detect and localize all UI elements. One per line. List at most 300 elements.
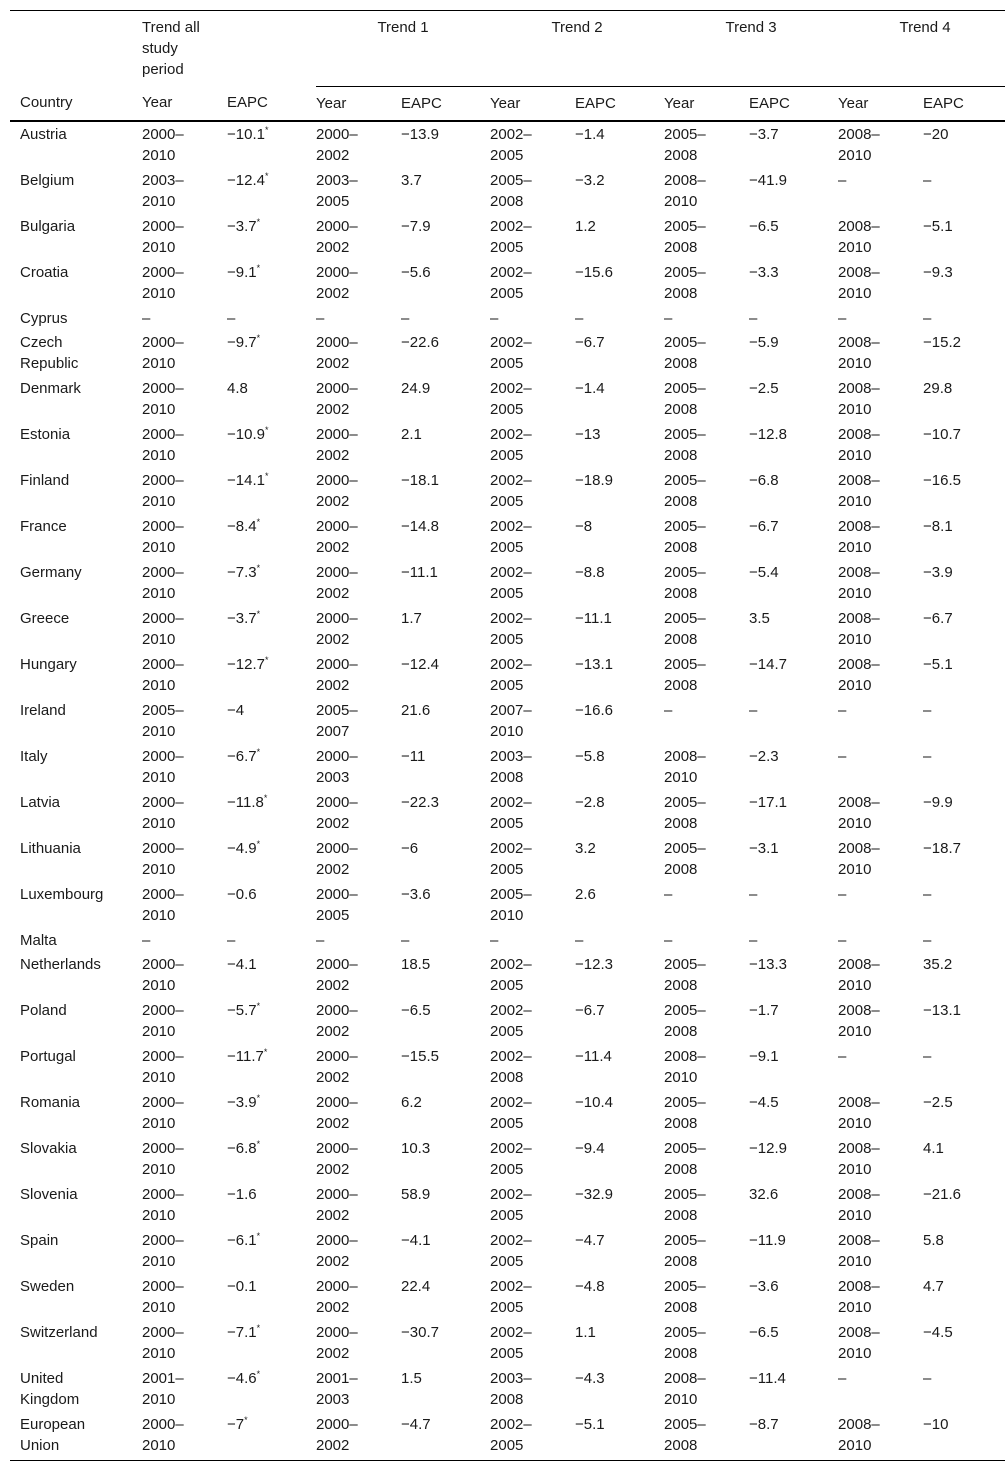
- trend1-year-cell: [316, 468, 401, 514]
- trend1-eapc-value: 3.7: [401, 171, 422, 189]
- country-value: European Union: [20, 1415, 86, 1454]
- trend1-year-cell: [316, 698, 401, 744]
- trend1-eapc-value: 1.7: [401, 609, 422, 627]
- country-cell: [10, 560, 142, 606]
- trend3-eapc-value: −1.7: [749, 1001, 779, 1019]
- trend1-year-value: 2000– 2002: [316, 793, 358, 832]
- trend2-eapc-value: −11.4: [575, 1047, 612, 1065]
- significance-marker: *: [264, 170, 269, 181]
- trend4-year-cell: [838, 952, 923, 998]
- trend4-year-cell: [838, 260, 923, 306]
- trend4-eapc-cell: [923, 1274, 1005, 1320]
- trend4-eapc-cell: [923, 422, 1005, 468]
- trend1-eapc-value: 6.2: [401, 1093, 422, 1111]
- trend1-year-cell: [316, 652, 401, 698]
- trend4-year-cell: [838, 928, 923, 952]
- trend2-year-value: 2005– 2008: [490, 171, 532, 210]
- trend3-eapc-cell: [749, 560, 838, 606]
- trend-all-eapc-cell: [227, 928, 316, 952]
- trend-all-year-cell: [142, 1320, 227, 1366]
- trend1-eapc-value: −11: [401, 747, 426, 765]
- trend3-eapc-cell: [749, 1044, 838, 1090]
- trend3-year-value: 2005– 2008: [664, 263, 706, 302]
- trend2-year-cell: [490, 422, 575, 468]
- trend4-year-cell: [838, 882, 923, 928]
- trend1-year-value: 2005– 2007: [316, 701, 358, 740]
- trend-all-year-cell: [142, 606, 227, 652]
- trend2-eapc-value: −12.3: [575, 955, 613, 973]
- trend4-eapc-cell: [923, 652, 1005, 698]
- trend-all-year-cell: [142, 1044, 227, 1090]
- trend4-year-cell: [838, 214, 923, 260]
- trend1-year-cell: [316, 1182, 401, 1228]
- country-cell: [10, 468, 142, 514]
- trend2-year-cell: [490, 560, 575, 606]
- trend2-eapc-cell: [575, 836, 664, 882]
- country-cell: [10, 1366, 142, 1412]
- trend3-eapc-cell: [749, 1274, 838, 1320]
- trend2-eapc-cell: [575, 260, 664, 306]
- trend3-year-cell: [664, 1320, 749, 1366]
- trend2-eapc-cell: [575, 1366, 664, 1412]
- trend4-year-cell: [838, 998, 923, 1044]
- trend3-year-cell: [664, 836, 749, 882]
- trend-all-year-value: –: [142, 309, 151, 327]
- table-row: [10, 214, 1005, 260]
- trend1-year-cell: [316, 606, 401, 652]
- table-row: [10, 1320, 1005, 1366]
- trend-all-eapc-value: −11.7: [227, 1047, 264, 1065]
- trend4-year-cell: [838, 376, 923, 422]
- trend4-eapc-cell: [923, 306, 1005, 330]
- trend1-year-cell: [316, 1090, 401, 1136]
- trend1-year-cell: [316, 1274, 401, 1320]
- trend3-year-value: 2005– 2008: [664, 1185, 706, 1224]
- header-t3-year: Year: [664, 86, 749, 121]
- trend1-year-cell: [316, 376, 401, 422]
- trend3-eapc-value: −6.8: [749, 471, 779, 489]
- trend2-year-cell: [490, 836, 575, 882]
- country-value: Romania: [20, 1093, 81, 1111]
- trend1-year-cell: [316, 514, 401, 560]
- trend-all-eapc-cell: [227, 998, 316, 1044]
- trend2-year-value: 2002– 2005: [490, 217, 532, 256]
- header-t2-year: Year: [490, 86, 575, 121]
- trend-all-eapc-value: −10.9: [227, 425, 265, 443]
- trend-all-eapc-cell: [227, 1366, 316, 1412]
- trend1-eapc-value: −18.1: [401, 471, 439, 489]
- significance-marker: *: [256, 608, 261, 619]
- trend2-year-value: 2002– 2005: [490, 1093, 532, 1132]
- trend-all-year-cell: [142, 836, 227, 882]
- country-cell: [10, 1182, 142, 1228]
- trend1-eapc-cell: [401, 882, 490, 928]
- trend4-eapc-value: –: [923, 1047, 932, 1065]
- table-row: [10, 1228, 1005, 1274]
- trend1-eapc-cell: [401, 1274, 490, 1320]
- country-cell: [10, 514, 142, 560]
- trend4-eapc-value: −9.9: [923, 793, 953, 811]
- table-row: [10, 422, 1005, 468]
- trend4-eapc-cell: [923, 1136, 1005, 1182]
- trend3-eapc-cell: [749, 468, 838, 514]
- trend3-year-value: 2005– 2008: [664, 793, 706, 832]
- trend3-year-value: 2005– 2008: [664, 517, 706, 556]
- trend-all-year-cell: [142, 214, 227, 260]
- trend2-eapc-value: −9.4: [575, 1139, 605, 1157]
- trend4-year-value: 2008– 2010: [838, 1139, 880, 1178]
- country-cell: [10, 1090, 142, 1136]
- trend3-eapc-value: 3.5: [749, 609, 770, 627]
- trend-all-eapc-cell: [227, 330, 316, 376]
- header-t4-year: Year: [838, 86, 923, 121]
- trend2-eapc-cell: [575, 422, 664, 468]
- trend2-year-value: 2002– 2005: [490, 263, 532, 302]
- country-cell: [10, 652, 142, 698]
- trend3-eapc-cell: [749, 330, 838, 376]
- trend2-eapc-cell: [575, 1090, 664, 1136]
- trend1-eapc-value: 10.3: [401, 1139, 431, 1157]
- trend3-eapc-value: −9.1: [749, 1047, 779, 1065]
- trend3-year-value: –: [664, 931, 673, 949]
- trend1-eapc-cell: [401, 422, 490, 468]
- trend1-eapc-value: −7.9: [401, 217, 431, 235]
- table-row: [10, 514, 1005, 560]
- trend4-eapc-value: −5.1: [923, 655, 953, 673]
- trend3-year-value: 2005– 2008: [664, 955, 706, 994]
- trend1-year-cell: [316, 306, 401, 330]
- trend4-year-value: 2008– 2010: [838, 839, 880, 878]
- trend-all-year-value: 2000– 2010: [142, 1415, 184, 1454]
- trend-all-year-cell: [142, 306, 227, 330]
- trend4-eapc-value: –: [923, 747, 932, 765]
- trend1-year-value: 2000– 2002: [316, 517, 358, 556]
- trend-all-eapc-value: –: [227, 309, 236, 327]
- country-cell: [10, 882, 142, 928]
- trend3-eapc-value: −5.4: [749, 563, 779, 581]
- country-value: Slovakia: [20, 1139, 77, 1157]
- trend1-year-cell: [316, 744, 401, 790]
- trend1-eapc-cell: [401, 1320, 490, 1366]
- trend-all-eapc-value: −7.1: [227, 1323, 257, 1341]
- country-cell: [10, 1412, 142, 1461]
- trend2-year-cell: [490, 168, 575, 214]
- trend4-eapc-value: –: [923, 171, 932, 189]
- trend1-eapc-cell: [401, 790, 490, 836]
- trend4-year-cell: [838, 468, 923, 514]
- trend3-year-cell: [664, 1136, 749, 1182]
- country-value: Netherlands: [20, 955, 101, 973]
- trend3-year-cell: [664, 214, 749, 260]
- trend-all-eapc-cell: [227, 836, 316, 882]
- trend3-year-cell: [664, 376, 749, 422]
- table-row: [10, 306, 1005, 330]
- country-value: United Kingdom: [20, 1369, 80, 1408]
- trend-all-eapc-value: −6.8: [227, 1139, 257, 1157]
- trend4-year-value: 2008– 2010: [838, 1415, 880, 1454]
- trend-all-year-cell: [142, 1412, 227, 1461]
- country-value: Lithuania: [20, 839, 81, 857]
- significance-marker: *: [256, 1138, 261, 1149]
- trend-all-eapc-value: −9.7: [227, 333, 257, 351]
- trend1-year-cell: [316, 1044, 401, 1090]
- trend3-year-cell: [664, 1366, 749, 1412]
- trend3-year-value: 2005– 2008: [664, 471, 706, 510]
- trend-all-eapc-cell: [227, 606, 316, 652]
- trend2-eapc-value: −6.7: [575, 1001, 605, 1019]
- table-row: [10, 1136, 1005, 1182]
- trend1-eapc-cell: [401, 1412, 490, 1461]
- trend4-year-value: 2008– 2010: [838, 333, 880, 372]
- trend-all-year-cell: [142, 1274, 227, 1320]
- trend2-year-cell: [490, 330, 575, 376]
- trend-all-eapc-value: −3.9: [227, 1093, 257, 1111]
- trend1-eapc-value: −22.6: [401, 333, 439, 351]
- trend3-year-cell: [664, 790, 749, 836]
- country-value: Hungary: [20, 655, 77, 673]
- trend2-year-cell: [490, 468, 575, 514]
- trend1-year-cell: [316, 1228, 401, 1274]
- trend-all-eapc-value: −0.1: [227, 1277, 257, 1295]
- trend2-year-cell: [490, 376, 575, 422]
- trend4-eapc-cell: [923, 698, 1005, 744]
- trend4-eapc-cell: [923, 998, 1005, 1044]
- trend1-eapc-cell: [401, 698, 490, 744]
- trend3-eapc-value: –: [749, 931, 758, 949]
- trend4-year-cell: [838, 1228, 923, 1274]
- trend2-year-cell: [490, 882, 575, 928]
- trend-all-year-cell: [142, 330, 227, 376]
- trend3-year-cell: [664, 998, 749, 1044]
- trend1-eapc-value: 24.9: [401, 379, 431, 397]
- table-row: [10, 330, 1005, 376]
- significance-marker: *: [264, 124, 269, 135]
- table-row: [10, 882, 1005, 928]
- trend-all-year-cell: [142, 376, 227, 422]
- trend2-eapc-cell: [575, 1320, 664, 1366]
- trend3-eapc-cell: [749, 952, 838, 998]
- trend3-eapc-value: −41.9: [749, 171, 787, 189]
- table-body: [10, 121, 1005, 1461]
- significance-marker: *: [263, 1046, 268, 1057]
- trend1-eapc-cell: [401, 214, 490, 260]
- trend-all-eapc-cell: [227, 790, 316, 836]
- trend-all-year-cell: [142, 560, 227, 606]
- trend4-eapc-cell: [923, 214, 1005, 260]
- trend3-eapc-cell: [749, 790, 838, 836]
- header-t3-eapc: EAPC: [749, 86, 838, 121]
- table-row: [10, 1366, 1005, 1412]
- trend2-eapc-value: 2.6: [575, 885, 596, 903]
- trend3-year-cell: [664, 260, 749, 306]
- trend1-year-value: –: [316, 931, 325, 949]
- trend-all-eapc-value: −12.7: [227, 655, 265, 673]
- trend1-year-value: 2000– 2002: [316, 1323, 358, 1362]
- trend4-year-cell: [838, 1090, 923, 1136]
- trend2-year-value: 2002– 2005: [490, 1415, 532, 1454]
- trend4-eapc-value: −10: [923, 1415, 949, 1433]
- trend4-eapc-value: −9.3: [923, 263, 953, 281]
- trend2-year-cell: [490, 606, 575, 652]
- trend3-eapc-value: −11.9: [749, 1231, 786, 1249]
- trend3-eapc-cell: [749, 744, 838, 790]
- table-header: [10, 11, 1005, 121]
- trend1-eapc-cell: [401, 928, 490, 952]
- trend3-year-value: 2008– 2010: [664, 1369, 706, 1408]
- trend3-eapc-cell: [749, 514, 838, 560]
- trend2-year-cell: [490, 1412, 575, 1461]
- trend3-eapc-cell: [749, 306, 838, 330]
- trend3-year-cell: [664, 330, 749, 376]
- trend4-year-cell: [838, 652, 923, 698]
- trend2-year-cell: [490, 1182, 575, 1228]
- trend4-eapc-value: −3.9: [923, 563, 953, 581]
- trend-all-eapc-cell: [227, 1320, 316, 1366]
- trend4-year-cell: [838, 836, 923, 882]
- trend-all-year-cell: [142, 790, 227, 836]
- trend-all-year-cell: [142, 260, 227, 306]
- country-cell: [10, 376, 142, 422]
- country-cell: [10, 1320, 142, 1366]
- significance-marker: *: [256, 1230, 261, 1241]
- trend2-eapc-cell: [575, 214, 664, 260]
- trend3-eapc-cell: [749, 1136, 838, 1182]
- trend-all-year-cell: [142, 1228, 227, 1274]
- header-all-year: Year: [142, 86, 227, 121]
- trend4-year-cell: [838, 168, 923, 214]
- header-country: Country: [10, 86, 142, 121]
- trend-all-eapc-cell: [227, 376, 316, 422]
- trend2-eapc-value: −13.1: [575, 655, 613, 673]
- trend1-eapc-value: −15.5: [401, 1047, 439, 1065]
- trend4-eapc-value: 29.8: [923, 379, 953, 397]
- trend3-year-cell: [664, 744, 749, 790]
- trend3-year-cell: [664, 1044, 749, 1090]
- country-value: Poland: [20, 1001, 67, 1019]
- trend2-year-value: 2002– 2005: [490, 563, 532, 602]
- significance-marker: *: [256, 262, 261, 273]
- header-trend-all-spacer: [227, 11, 316, 87]
- trend4-eapc-cell: [923, 952, 1005, 998]
- trend4-eapc-cell: [923, 560, 1005, 606]
- trend1-year-value: 2000– 2002: [316, 609, 358, 648]
- header-blank: [10, 11, 142, 87]
- trend-all-eapc-value: −1.6: [227, 1185, 257, 1203]
- trend3-year-value: 2005– 2008: [664, 1139, 706, 1178]
- significance-marker: *: [264, 470, 269, 481]
- trend2-year-cell: [490, 652, 575, 698]
- trend2-eapc-cell: [575, 606, 664, 652]
- trend3-year-value: 2008– 2010: [664, 747, 706, 786]
- trend4-eapc-value: −18.7: [923, 839, 962, 857]
- trend1-year-value: 2000– 2002: [316, 425, 358, 464]
- trend2-year-value: 2002– 2005: [490, 793, 532, 832]
- trend-all-eapc-cell: [227, 1274, 316, 1320]
- trend3-eapc-value: 32.6: [749, 1185, 779, 1203]
- trend2-eapc-cell: [575, 790, 664, 836]
- trend1-eapc-cell: [401, 121, 490, 168]
- trend1-year-cell: [316, 998, 401, 1044]
- header-trend-1: Trend 1: [316, 11, 490, 87]
- significance-marker: *: [256, 562, 261, 573]
- trend3-year-value: 2005– 2008: [664, 609, 706, 648]
- trend2-eapc-value: −8.8: [575, 563, 605, 581]
- trend2-eapc-cell: [575, 514, 664, 560]
- trend3-eapc-cell: [749, 882, 838, 928]
- country-cell: [10, 790, 142, 836]
- trend2-eapc-value: −3.2: [575, 171, 605, 189]
- trend3-eapc-cell: [749, 168, 838, 214]
- trend2-year-cell: [490, 1320, 575, 1366]
- trend4-year-value: –: [838, 885, 847, 903]
- trend4-year-value: 2008– 2010: [838, 955, 880, 994]
- trend2-year-value: 2002– 2005: [490, 1231, 532, 1270]
- trend4-year-value: 2008– 2010: [838, 609, 880, 648]
- country-value: Malta: [20, 931, 57, 949]
- trend3-year-cell: [664, 560, 749, 606]
- country-value: Cyprus: [20, 309, 68, 327]
- trend3-eapc-cell: [749, 1366, 838, 1412]
- trend3-year-value: 2005– 2008: [664, 1093, 706, 1132]
- table-row: [10, 560, 1005, 606]
- trend4-year-cell: [838, 1412, 923, 1461]
- trend2-year-value: 2003– 2008: [490, 747, 532, 786]
- trend3-eapc-cell: [749, 1320, 838, 1366]
- country-value: Slovenia: [20, 1185, 78, 1203]
- trend-all-year-cell: [142, 652, 227, 698]
- trend4-eapc-value: −4.5: [923, 1323, 953, 1341]
- trend2-year-value: 2002– 2005: [490, 471, 532, 510]
- trend-all-year-value: 2000– 2010: [142, 217, 184, 256]
- trend3-eapc-cell: [749, 836, 838, 882]
- trend2-year-value: 2002– 2005: [490, 333, 532, 372]
- trend3-year-value: 2005– 2008: [664, 839, 706, 878]
- trend1-eapc-cell: [401, 376, 490, 422]
- trend-all-year-value: 2000– 2010: [142, 793, 184, 832]
- trend2-year-cell: [490, 744, 575, 790]
- trend1-year-value: 2003– 2005: [316, 171, 358, 210]
- trend1-year-value: 2000– 2002: [316, 125, 358, 164]
- trend1-year-cell: [316, 330, 401, 376]
- trend3-eapc-cell: [749, 1228, 838, 1274]
- country-value: Denmark: [20, 379, 81, 397]
- trend3-year-value: 2005– 2008: [664, 1323, 706, 1362]
- trend-all-eapc-cell: [227, 214, 316, 260]
- trend-all-year-value: 2003– 2010: [142, 171, 184, 210]
- trend-all-eapc-value: −3.7: [227, 217, 257, 235]
- table-row: [10, 468, 1005, 514]
- trend3-eapc-value: −8.7: [749, 1415, 779, 1433]
- trend3-year-value: 2008– 2010: [664, 1047, 706, 1086]
- trend2-year-cell: [490, 214, 575, 260]
- trend1-year-value: 2000– 2002: [316, 1001, 358, 1040]
- trend1-eapc-cell: [401, 168, 490, 214]
- country-cell: [10, 422, 142, 468]
- trend3-year-value: 2005– 2008: [664, 217, 706, 256]
- trend1-year-cell: [316, 1412, 401, 1461]
- significance-marker: *: [256, 1368, 261, 1379]
- table-row: [10, 1274, 1005, 1320]
- trend2-eapc-cell: [575, 882, 664, 928]
- trend2-year-value: 2002– 2005: [490, 425, 532, 464]
- trend2-year-cell: [490, 1274, 575, 1320]
- trend-all-year-value: 2000– 2010: [142, 125, 184, 164]
- header-row-groups: [10, 11, 1005, 87]
- trend1-year-value: 2000– 2002: [316, 1093, 358, 1132]
- trend4-eapc-cell: [923, 836, 1005, 882]
- trend2-eapc-value: −13: [575, 425, 601, 443]
- country-value: Czech Republic: [20, 333, 79, 372]
